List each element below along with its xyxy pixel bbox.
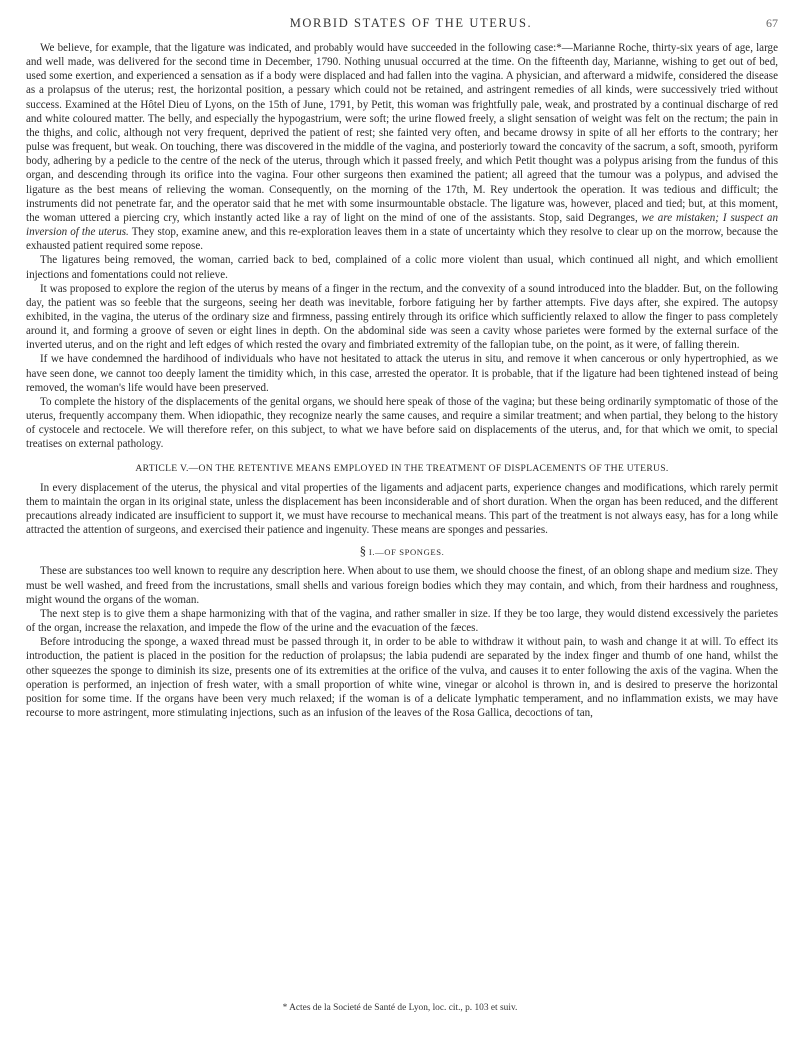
italic-quote: we are mistaken; I suspect an inversion of the uterus. [26, 211, 778, 239]
paragraph: If we have condemned the hardihood of individuals who have not hesitated to attack the uterus in situ, and remove it when cancerous or only hypertrophied, as we have seen done, we cannot too deeply lament the timidity which, in this case, arrested the operator. It is probable, that if the ligature had been tightened instead of being removed, the woman's life would have been preserved. [26, 353, 778, 394]
section-heading [26, 544, 778, 559]
book-page [26, 16, 778, 720]
article-heading: ARTICLE V.—ON THE RETENTIVE MEANS EMPLOYED IN THE TREATMENT OF DISPLACEMENTS OF THE UTERUS. [135, 462, 669, 474]
paragraph: The next step is to give them a shape harmonizing with that of the vagina, and rather smaller in size. If they be too large, they would distend excessively the parietes of the organ, increase the relaxation, and impede the flow of the urine and the evacuation of the fæces. [26, 607, 778, 635]
body-text [26, 41, 778, 720]
page-number: 67 [766, 16, 778, 30]
paragraph-case-history: We believe, for example, that the ligature was indicated, and probably would have succeeded in the following case:*—Marianne Roche, thirty-six years of age, large and well made, was delivered for the second time in December, 1790. Nothing unusual occurred at the time. On the fifteenth day, Marianne, wishing to get out of bed, used some exertion, and experienced a sensation as if a body were displaced and had fallen into the vagina. A physician, and afterward a midwife, considered the disease as a prolapsus of the uterus; rest, the horizontal position, a pessary which could not be retained, and astringent remedies of all kinds, were successively tried without success. Examined at the Hôtel Dieu of Lyons, on the 15th of June, 1791, by Petit, this woman was frightfully pale, weak, and prostrated by a continual discharge of red and white coloured matter. The belly, and especially the hypogastrium, were soft; the urine flowed freely, a slight sensation of weight was felt on the rectum; the pain in the thighs, and colic, although not very frequent, deprived the patient of rest; she fainted very often, and became drowsy in spite of all her efforts to the contrary; her pulse was frequent, but weak. On touching, there was discovered in the middle of the vagina, and posteriorly toward the concavity of the sacrum, a soft, smooth, pyriform body, adhering by a pedicle to the centre of the neck of the uterus, through which it passed freely, and which Petit thought was a polypus arising from the fundus of this organ, and descending through its orifice into the vagina. Four other surgeons then examined the patient; all agreed that the tumour was a polypus, and advised the ligature as the best means of relieving the woman. Consequently, on the morning of the 17th, M. Rey undertook the operation. It was tedious and difficult; the instruments did not penetrate far, and the operator said that he met with some insurmountable obstacle. The ligature was, however, placed and tied; but, at this moment, the woman uttered a piercing cry, which instantly acted like a ray of light on the mind of one of the assistants. Stop, said Degranges, we are mistaken; I suspect an inversion of the uterus. They stop, examine anew, and this re-exploration leaves them in a state of uncertainty which they resolve to clear up on the morrow, because the exhausted patient required some repose. [26, 42, 778, 253]
paragraph: The ligatures being removed, the woman, carried back to bed, complained of a colic more violent than usual, which continued all night, and which emollient injections and fomentations could not relieve. [26, 254, 778, 281]
footnote: * Actes de la Societé de Santé de Lyon, loc. cit., p. 103 et suiv. [282, 1003, 518, 1013]
running-header [26, 16, 778, 31]
paragraph: It was proposed to explore the region of the uterus by means of a finger in the rectum, and the convexity of a sound introduced into the bladder. But, on the following day, the patient was so feeble that the surgeons, seeing her death was inevitable, forbore fatiguing her by farther attempts. Five days after, she expired. The autopsy exhibited, in the vagina, the uterus of the ordinary size and firmness, passing entirely through its orifice which sufficiently relaxed to allow the finger to pass completely around it, and forming a groove of seven or eight lines in depth. On the abdominal side was seen a cavity whose parietes were formed by the external surface of the inverted uterus, and on the right and left edges of which rested the ovary and fimbriated extremity of the fallopian tube, on the point, as it were, of falling therein. [26, 282, 778, 352]
section-symbol: § [359, 543, 367, 559]
paragraph: To complete the history of the displacements of the genital organs, we should here speak of those of the vagina; but these being ordinarily symptomatic of those of the uterus, frequently accompany them. When idiopathic, they recognize nearly the same causes, and require a similar treatment; and when partial, they belong to the history of cystocele and rectocele. We will therefore refer, on this subject, to what we have before said on displacements of the uterus, and, for that which we omit, to special treatises on external pathology. [26, 395, 778, 451]
paragraph: Before introducing the sponge, a waxed thread must be passed through it, in order to be able to withdraw it without pain, to wash and change it at will. To effect its introduction, the patient is placed in the position for the reduction of prolapsus; the labia pudendi are separated by the index finger and thumb of one hand, whilst the other squeezes the sponge to diminish its size, presents one of its extremities at the orifice of the vulva, and causes it to enter following the axis of the vagina. When the operation is performed, an injection of fresh water, with a small proportion of white wine, vinegar or alcohol is thrown in, and is desired to preserve the horizontal position for some time. If the organs have been very much relaxed; if the woman is of a delicate lymphatic temperament, and no inflammation exists, we may have recourse to more astringent, more stimulating injections, such as an infusion of the leaves of the Rosa Gallica, decoctions of tan, [26, 636, 778, 720]
section-label: I.—OF SPONGES. [368, 547, 445, 558]
paragraph: In every displacement of the uterus, the physical and vital properties of the ligaments and adjacent parts, experience changes and modifications, which rarely permit them to maintain the organ in its original state, unless the displacement has been inconsiderable and of short duration. When the organ has been reduced, and the different precautions already indicated are insufficient to support it, we must have recourse to mechanical means. This part of the treatment is not always easy, has for a long while attracted the attention of surgeons, and exercised their patience and ingenuity. These means are sponges and pessaries. [26, 481, 778, 537]
paragraph: These are substances too well known to require any description here. When about to use them, we should choose the finest, of an oblong shape and medium size. They must be well washed, and freed from the incrustations, small shells and various foreign bodies which they may contain, and which, from their hardness and roughness, might wound the organs of the woman. [26, 565, 778, 606]
page-title: MORBID STATES OF THE UTERUS. [289, 16, 533, 30]
